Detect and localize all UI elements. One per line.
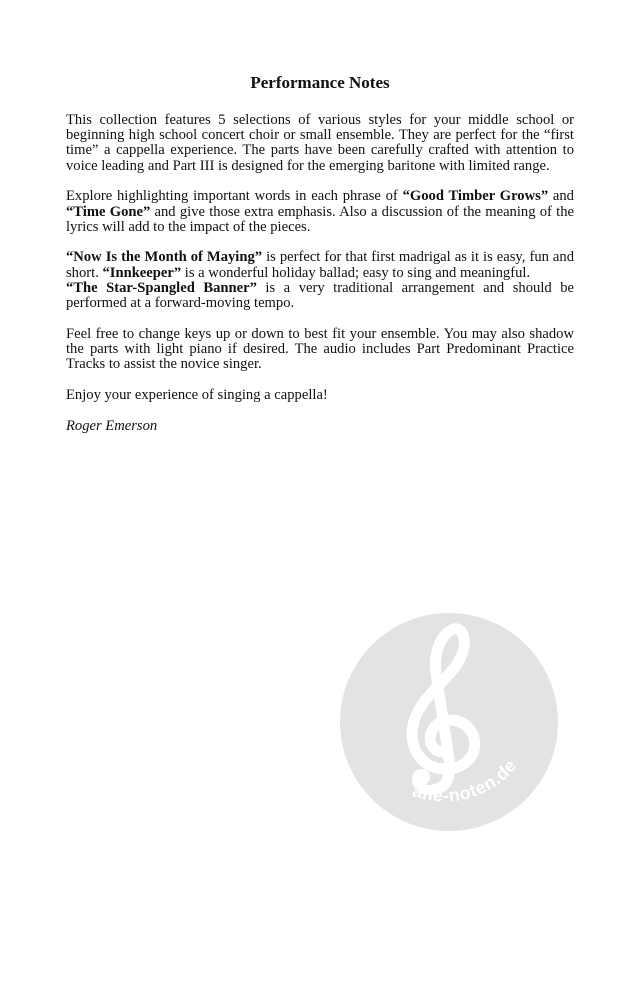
paragraph-enjoy: Enjoy your experience of singing a cappella! bbox=[66, 386, 328, 403]
p3-text-c: is a very traditional arrangement and should be performed at a forward-moving tempo. bbox=[66, 279, 574, 312]
song-title-time-gone: “Time Gone” bbox=[66, 203, 151, 220]
song-title-good-timber-grows: “Good Timber Grows” bbox=[402, 188, 549, 205]
signature: Roger Emerson bbox=[66, 417, 158, 434]
p3-text-b: is a wonderful holiday ballad; easy to sing and meaningful. bbox=[181, 264, 531, 281]
page-title: Performance Notes bbox=[250, 73, 390, 92]
paragraph-songs bbox=[66, 250, 574, 311]
paragraph-collection: This collection features 5 selections of various styles for your middle school or beginning high school concert choir or small ensemble. They are perfect for the “first time” a cappella experience. The parts have been carefully crafted with attention to voice leading and Part III is designed for the emerging baritone with limited range. bbox=[66, 112, 574, 174]
song-title-now-is-the-month: “Now Is the Month of Maying” bbox=[66, 249, 263, 266]
paragraph-keys: Feel free to change keys up or down to best fit your ensemble. You may also shadow the parts with light piano if desired. The audio includes Part Predominant Practice Tracks to assist the novice singer. bbox=[66, 325, 574, 373]
notes-body bbox=[66, 113, 574, 449]
p3-text-a: is perfect for that first madrigal as it is easy, fun and short. bbox=[66, 249, 575, 281]
song-title-star-spangled-banner: “The Star-Spangled Banner” bbox=[66, 279, 257, 296]
watermark bbox=[340, 613, 558, 831]
p2-text-b: and bbox=[548, 188, 574, 205]
p2-text-a: Explore highlighting important words in each phrase of bbox=[66, 188, 403, 205]
p2-text-c: and give those extra emphasis. Also a discussion of the meaning of the lyrics will add to the impact of the pieces. bbox=[66, 203, 574, 235]
watermark-text: alle-noten.de bbox=[410, 755, 521, 806]
paragraph-emphasis bbox=[66, 189, 574, 235]
song-title-innkeeper: “Innkeeper” bbox=[102, 264, 182, 281]
